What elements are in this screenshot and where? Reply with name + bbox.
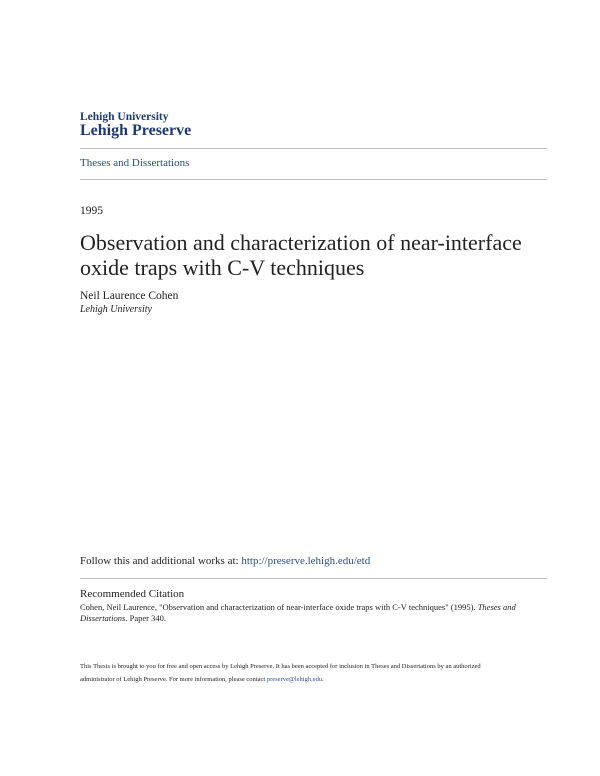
follow-url-link[interactable]: http://preserve.lehigh.edu/etd [241,555,371,567]
divider-collection [80,179,547,180]
follow-prefix: Follow this and additional works at: [80,555,242,567]
access-notice [80,660,500,686]
author-name: Neil Laurence Cohen [80,290,179,302]
citation-text [80,602,520,624]
document-title: Observation and characterization of near-interface oxide traps with C-V techniques [80,230,522,280]
repository-name[interactable]: Lehigh Preserve [80,122,192,139]
notice-text: This Thesis is brought to you for free and open access by Lehigh Preserve. It has been accepted for inclusion in Theses and Dissertations by an authorized administrator of Lehigh Preserve. For more information, please contact [80,663,481,683]
institution-name: Lehigh University [80,111,169,123]
publication-year: 1995 [80,205,103,217]
follow-line [80,555,370,567]
contact-email-link[interactable]: preserve@lehigh.edu [266,676,323,683]
citation-main: Cohen, Neil Laurence, "Observation and characterization of near-interface oxide traps with C-V techniques" (1995). [80,602,478,612]
collection-link[interactable]: Theses and Dissertations [80,157,190,169]
citation-series: Theses and Dissertations [80,602,516,623]
notice-end: . [322,676,324,683]
author-affiliation: Lehigh University [80,304,152,315]
citation-tail: . Paper 340. [125,613,166,623]
divider-citation [80,578,547,579]
citation-heading: Recommended Citation [80,588,185,600]
divider-top [80,148,547,149]
